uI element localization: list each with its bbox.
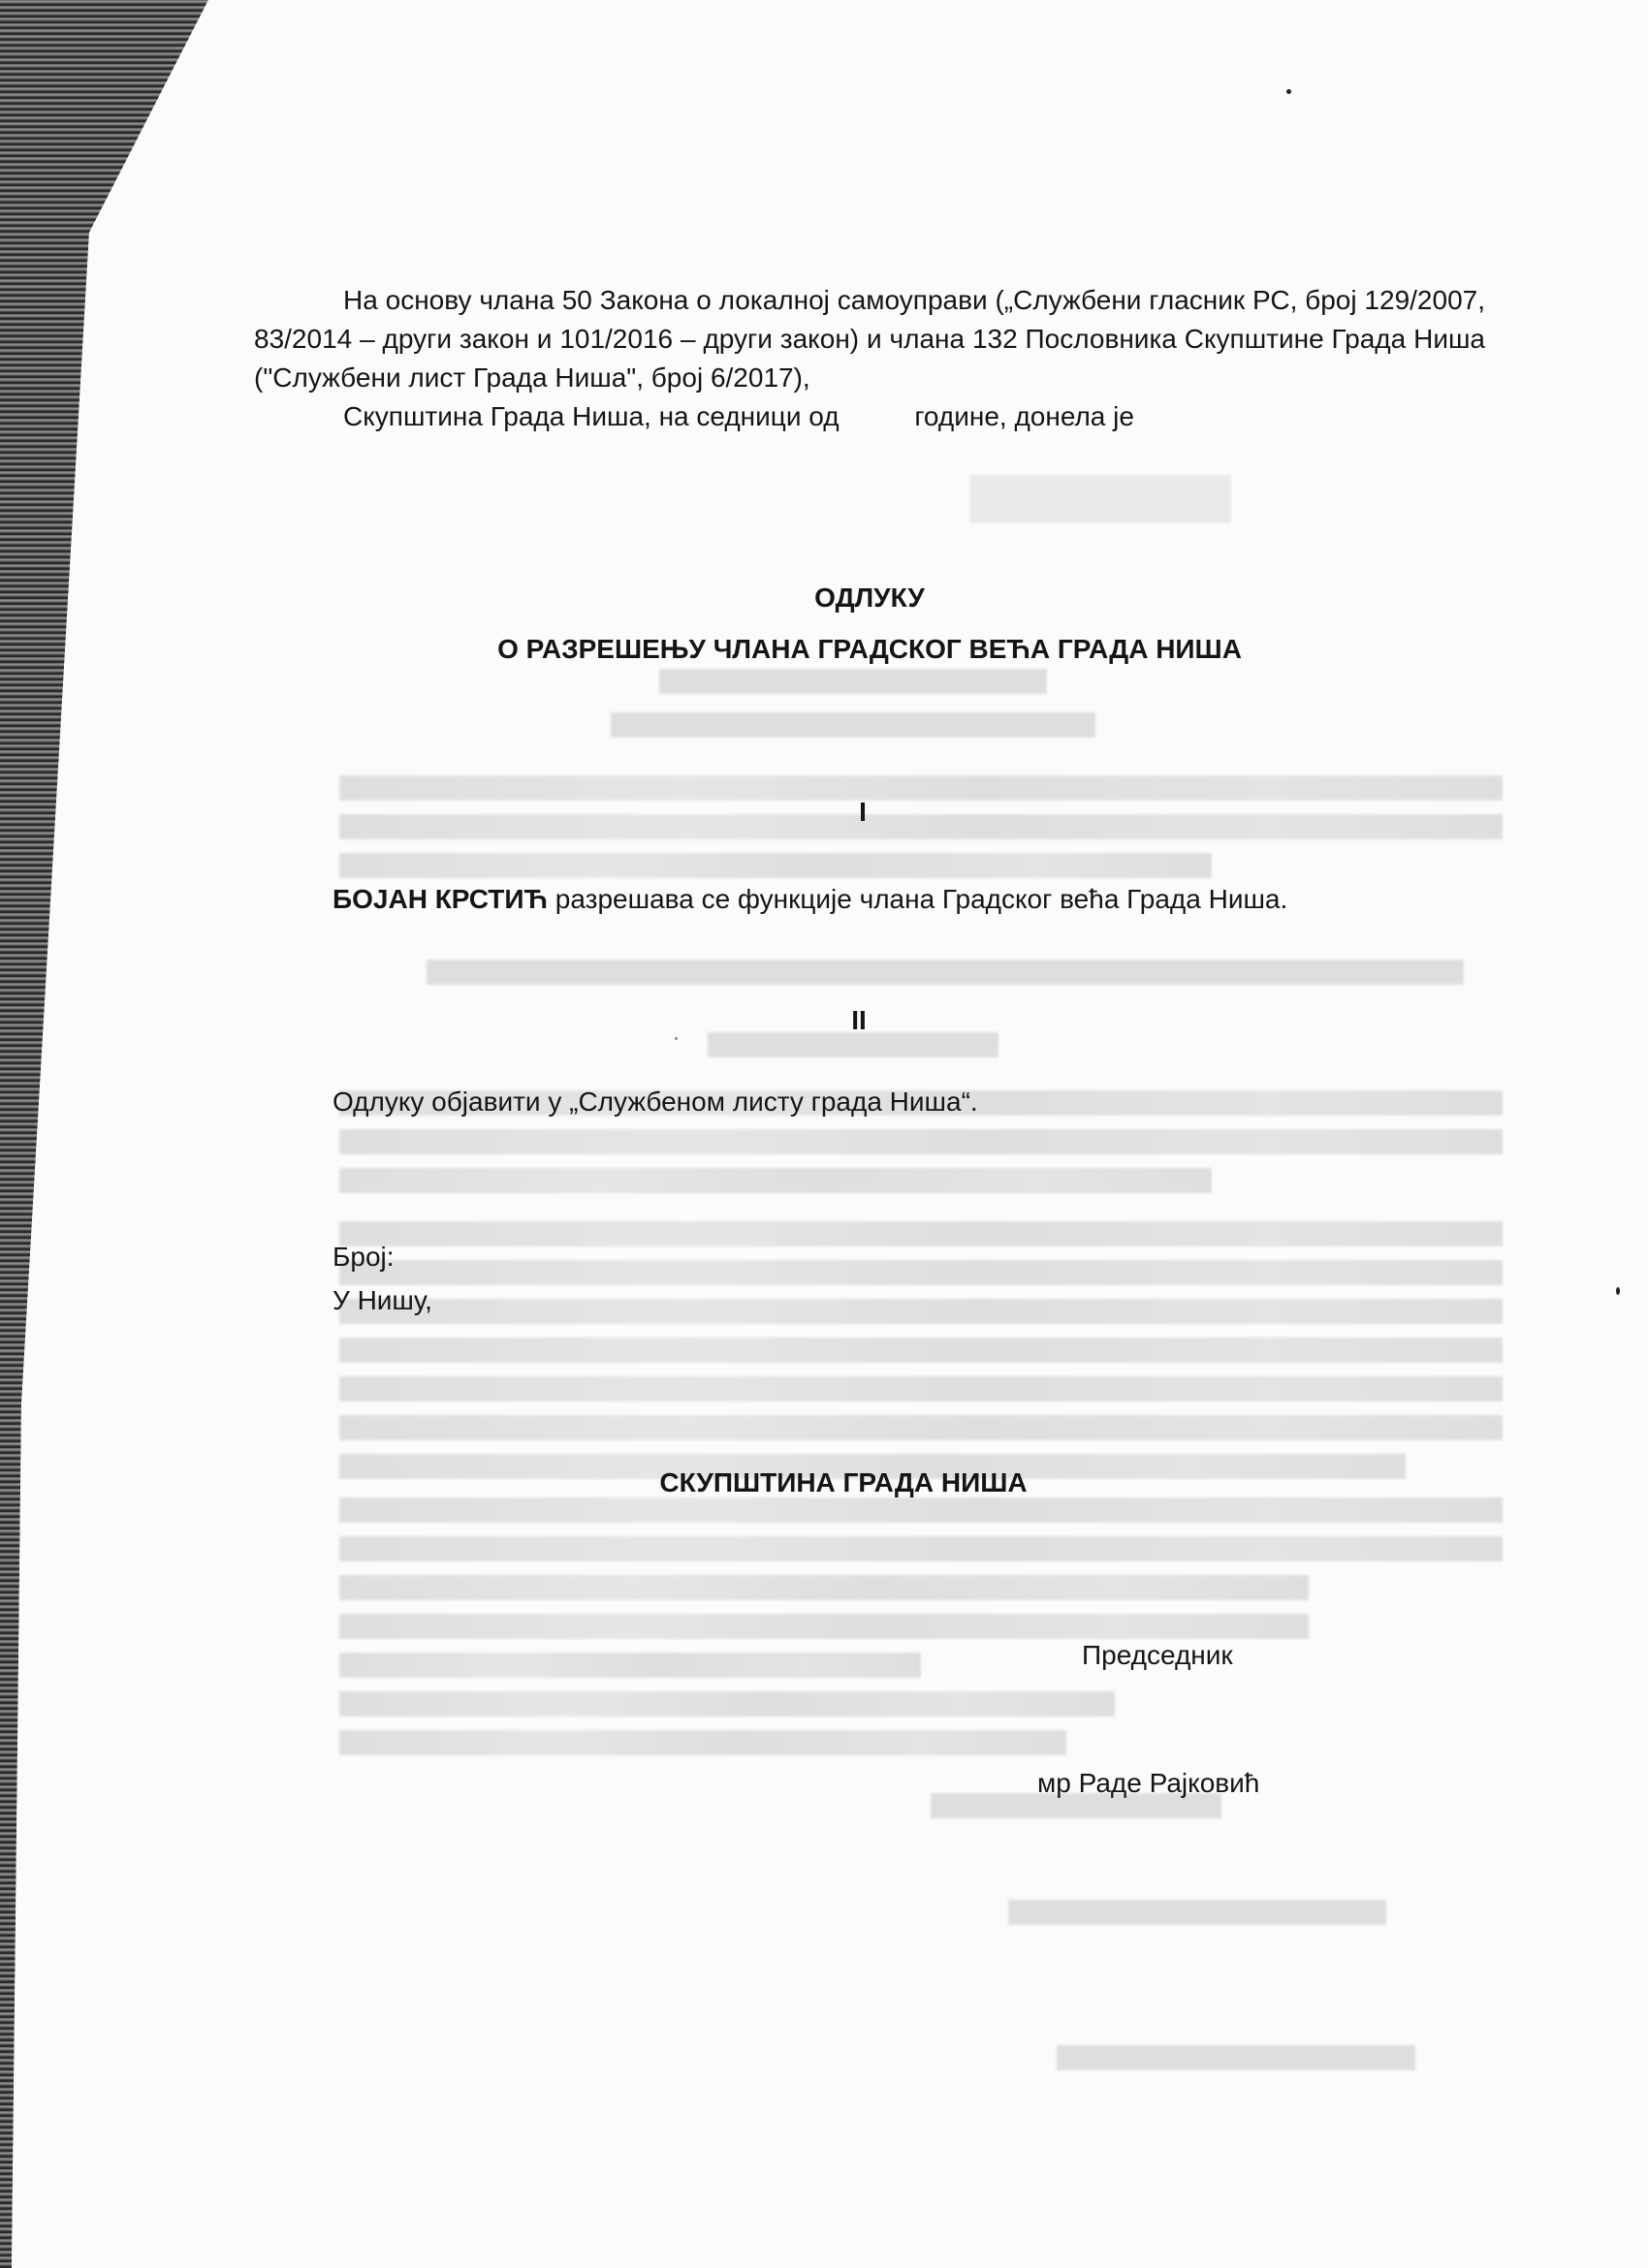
dismissed-member-name: БОЈАН КРСТИЋ [333,884,549,914]
preamble-paragraph-assembly: Скупштина Града Ниша, на седници од године, донела је [343,401,1134,431]
section-one-text [333,880,1287,919]
president-title: Председник [1082,1640,1233,1670]
decision-title: ОДЛУКУ [814,583,925,613]
number-label: Број: [333,1242,395,1272]
section-two-number: II [851,1005,867,1035]
scan-speck [1616,1287,1620,1295]
decision-subtitle: О РАЗРЕШЕЊУ ЧЛАНА ГРАДСКОГ ВЕЋА ГРАДА НИША [497,634,1242,664]
section-one-number: I [859,797,867,827]
preamble [254,281,1485,436]
scan-speck [675,1037,678,1040]
preamble-paragraph-legal-basis: На основу члана 50 Закона о локалној самоуправи („Службени гласник РС, број 129/2007, 83/2014 – други закон и 101/2016 – други закон) и члана 132 Пословника Скупштине Града Ниша ("Службени лист Града Ниша", број 6/2017), [254,285,1485,393]
place-label: У Нишу, [333,1285,432,1315]
section-one-body: разрешава се функције члана Градског већа Града Ниша. [548,884,1288,914]
scan-speck [1286,89,1291,94]
assembly-name: СКУПШТИНА ГРАДА НИША [659,1467,1028,1497]
section-two-text: Одлуку објавити у „Службеном листу града Ниша“. [333,1087,978,1117]
president-name: мр Раде Рајковић [1037,1768,1260,1798]
